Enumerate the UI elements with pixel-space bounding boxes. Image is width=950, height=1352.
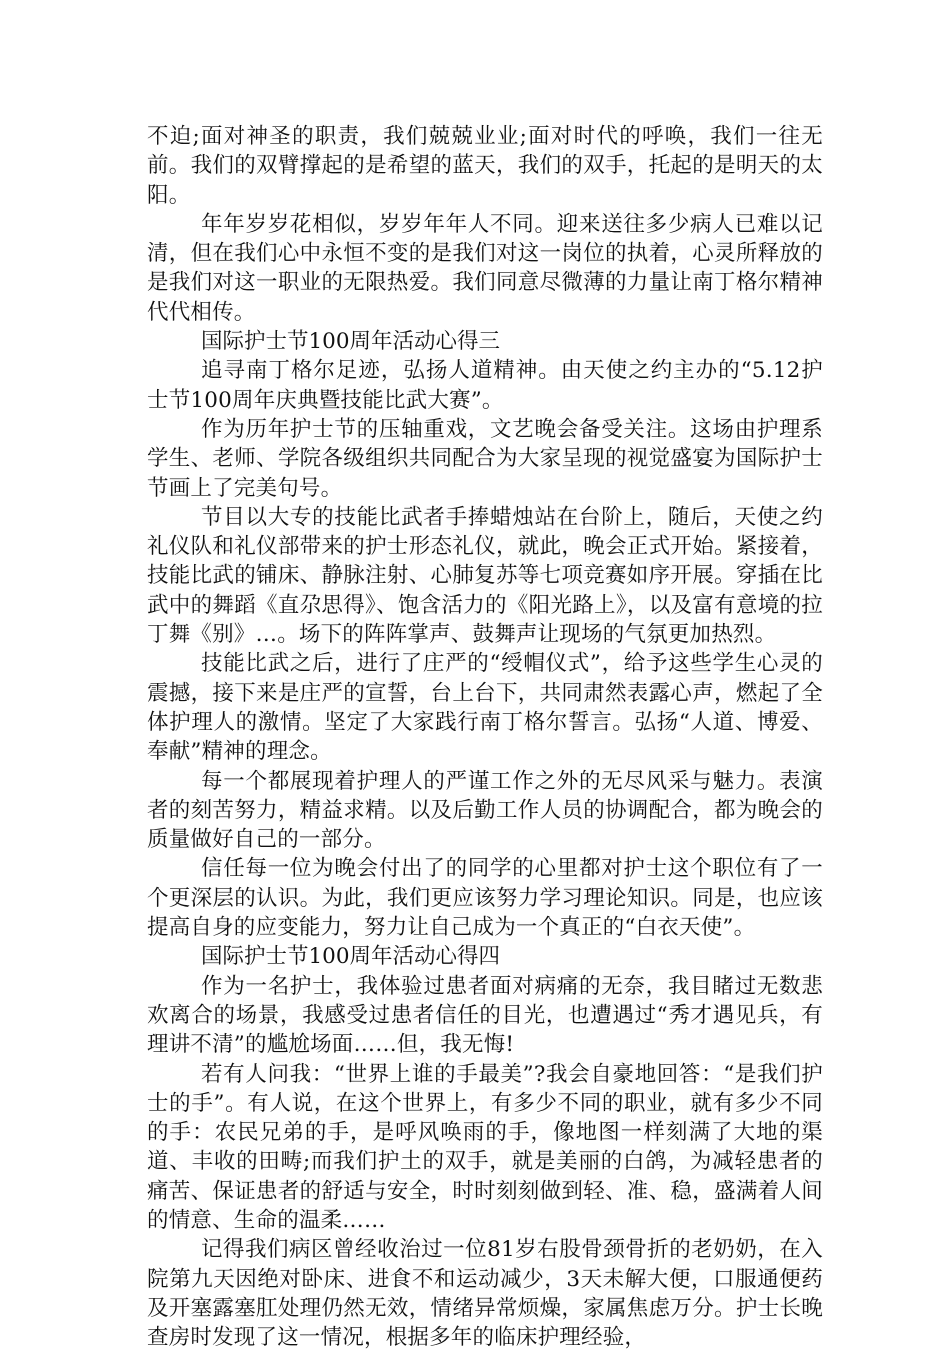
paragraph: 技能比武之后，进行了庄严的“绶帽仪式”，给予这些学生心灵的震撼，接下来是庄严的宣誓，台上台下，共同肃然表露心声，燃起了全体护理人的激情。坚定了大家践行南丁格尔誓言。弘扬“人道、博爱、奉献”精神的理念。 xyxy=(147,651,823,765)
paragraph: 记得我们病区曾经收治过一位81岁右股骨颈骨折的老奶奶，在入院第九天因绝对卧床、进食不和运动减少，3天未解大便，口服通便药及开塞露塞肛处理仍然无效，情绪异常烦燥，家属焦虑万分。护士长晚查房时发现了这一情况，根据多年的临床护理经验， xyxy=(147,1237,823,1351)
paragraph: 若有人问我：“世界上谁的手最美”?我会自豪地回答：“是我们护士的手”。有人说，在这个世界上，有多少不同的职业，就有多少不同的手：农民兄弟的手，是呼风唤雨的手，像地图一样刻满了大地的渠道、丰收的田畴;而我们护土的双手，就是美丽的白鸽，为减轻患者的痛苦、保证患者的舒适与安全，时时刻刻做到轻、准、稳，盛满着人间的情意、生命的温柔…… xyxy=(147,1061,823,1233)
paragraph: 作为历年护士节的压轴重戏，文艺晚会备受关注。这场由护理系学生、老师、学院各级组织共同配合为大家呈现的视觉盛宴为国际护士节画上了完美句号。 xyxy=(147,416,823,501)
paragraph: 信任每一位为晚会付出了的同学的心里都对护士这个职位有了一个更深层的认识。为此，我们更应该努力学习理论知识。同是，也应该提高自身的应变能力，努力让自己成为一个真正的“白衣天使”。 xyxy=(147,856,823,941)
paragraph: 每一个都展现着护理人的严谨工作之外的无尽风采与魅力。表演者的刻苦努力，精益求精。以及后勤工作人员的协调配合，都为晚会的质量做好自己的一部分。 xyxy=(147,768,823,853)
paragraph: 年年岁岁花相似，岁岁年年人不同。迎来送往多少病人已难以记清，但在我们心中永恒不变的是我们对这一岗位的执着，心灵所释放的是我们对这一职业的无限热爱。我们同意尽微薄的力量让南丁格尔精神代代相传。 xyxy=(147,211,823,325)
paragraph: 不迫;面对神圣的职责，我们兢兢业业;面对时代的呼唤，我们一往无前。我们的双臂撑起的是希望的蓝天，我们的双手，托起的是明天的太阳。 xyxy=(147,124,823,208)
section-heading: 国际护士节100周年活动心得四 xyxy=(201,944,501,970)
section-heading: 国际护士节100周年活动心得三 xyxy=(201,329,501,355)
paragraph: 节目以大专的技能比武者手捧蜡烛站在台阶上，随后，天使之约礼仪队和礼仪部带来的护士形态礼仪，就此，晚会正式开始。紧接着，技能比武的铺床、静脉注射、心肺复苏等七项竞赛如序开展。穿插在比武中的舞蹈《直尕思得》、饱含活力的《阳光路上》，以及富有意境的拉丁舞《别》…。场下的阵阵掌声、鼓舞声让现场的气氛更加热烈。 xyxy=(147,504,823,648)
paragraph: 追寻南丁格尔足迹，弘扬人道精神。由天使之约主办的“5.12护士节100周年庆典暨技能比武大赛”。 xyxy=(147,358,823,413)
document-page xyxy=(147,122,823,1352)
paragraph: 作为一名护士，我体验过患者面对病痛的无奈，我目睹过无数悲欢离合的场景，我感受过患者信任的目光，也遭遇过“秀才遇见兵，有理讲不清”的尴尬场面……但，我无悔! xyxy=(147,973,823,1058)
